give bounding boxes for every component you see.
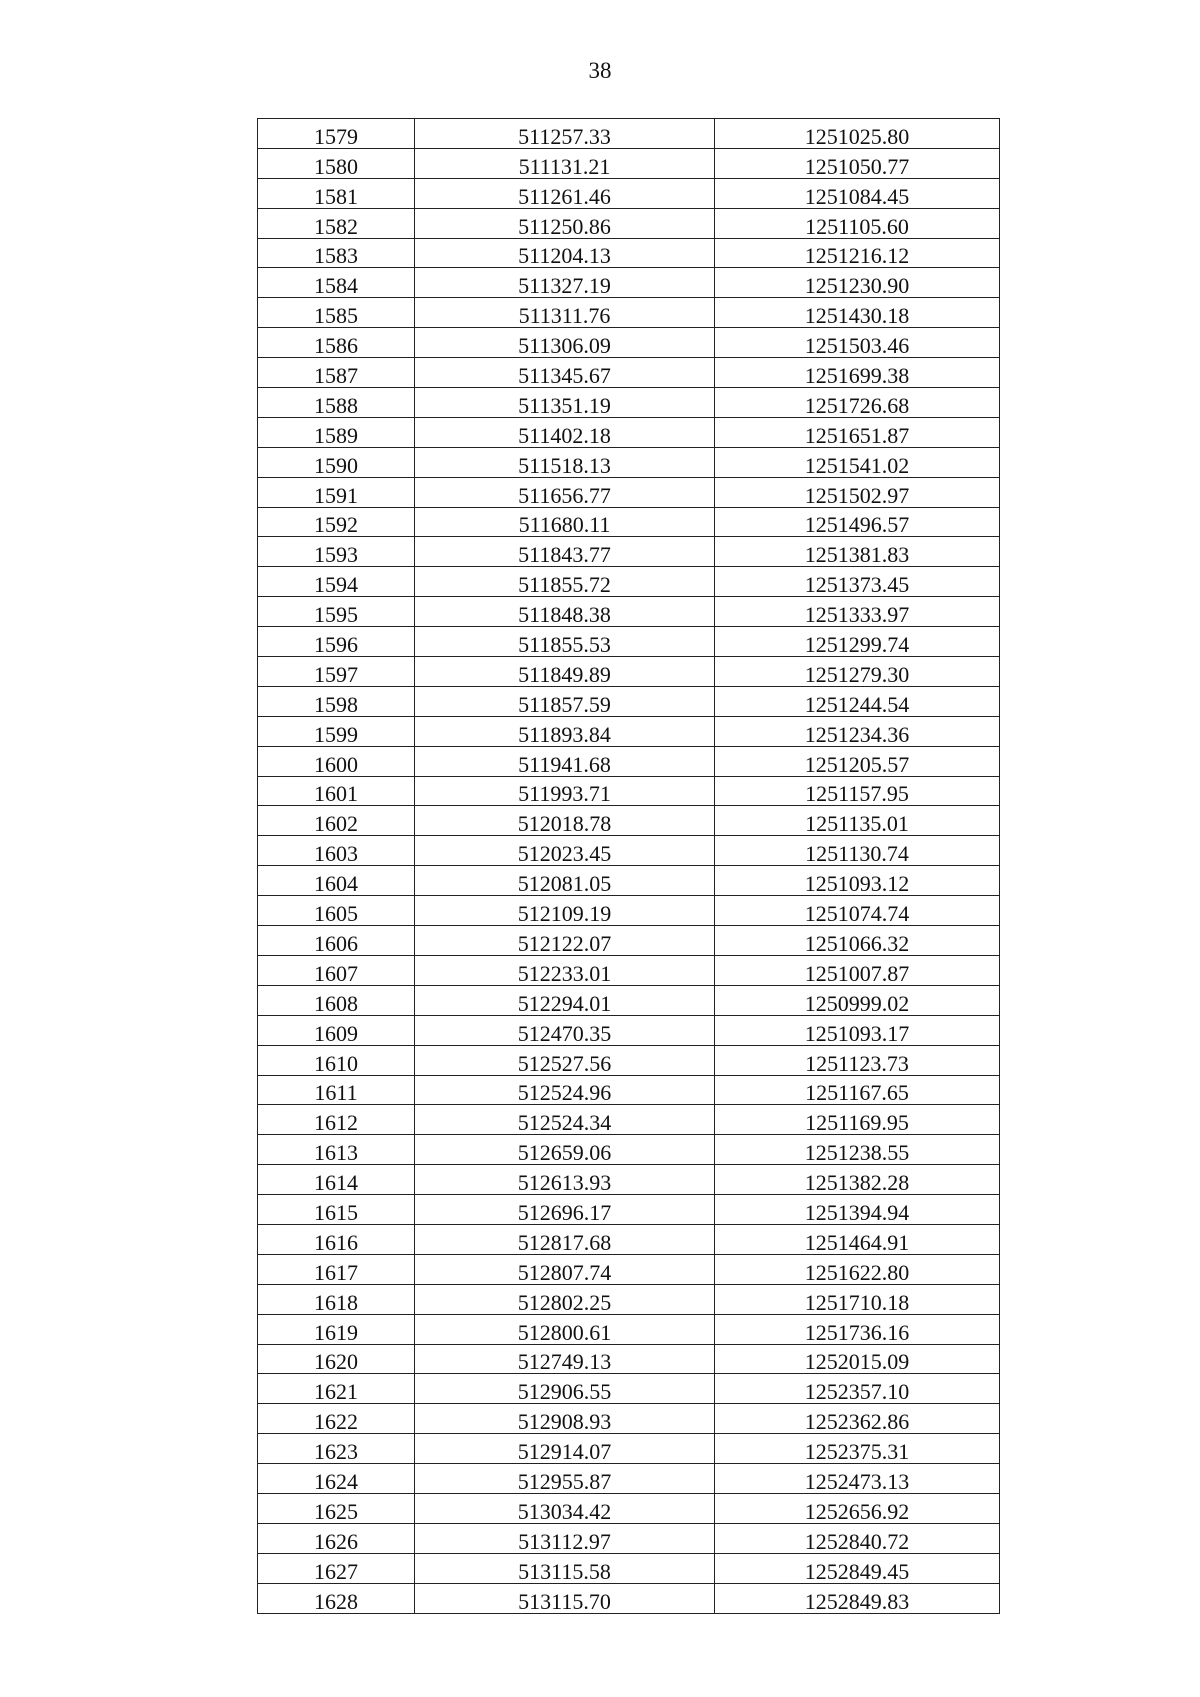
table-row	[258, 1195, 1000, 1225]
y-coordinate-cell: 1251541.02	[715, 447, 1000, 477]
point-number-cell: 1620	[258, 1344, 415, 1374]
y-coordinate-cell: 1251373.45	[715, 567, 1000, 597]
point-number-cell: 1606	[258, 926, 415, 956]
x-coordinate-cell: 513034.42	[415, 1493, 715, 1523]
y-coordinate-cell: 1251381.83	[715, 537, 1000, 567]
y-coordinate-cell: 1251050.77	[715, 148, 1000, 178]
x-coordinate-cell: 512914.07	[415, 1434, 715, 1464]
y-coordinate-cell: 1251234.36	[715, 716, 1000, 746]
point-number-cell: 1610	[258, 1045, 415, 1075]
y-coordinate-cell: 1251169.95	[715, 1105, 1000, 1135]
table-row	[258, 1165, 1000, 1195]
page-number: 38	[588, 58, 612, 83]
table-row	[258, 358, 1000, 388]
y-coordinate-cell: 1251333.97	[715, 597, 1000, 627]
table-row	[258, 896, 1000, 926]
x-coordinate-cell: 511855.72	[415, 567, 715, 597]
table-row	[258, 955, 1000, 985]
x-coordinate-cell: 511257.33	[415, 119, 715, 149]
x-coordinate-cell: 511306.09	[415, 328, 715, 358]
point-number-cell: 1599	[258, 716, 415, 746]
y-coordinate-cell: 1251130.74	[715, 836, 1000, 866]
x-coordinate-cell: 511855.53	[415, 627, 715, 657]
x-coordinate-cell: 512023.45	[415, 836, 715, 866]
point-number-cell: 1583	[258, 238, 415, 268]
point-number-cell: 1619	[258, 1314, 415, 1344]
table-row	[258, 1045, 1000, 1075]
table-row	[258, 328, 1000, 358]
table-row	[258, 716, 1000, 746]
x-coordinate-cell: 512817.68	[415, 1224, 715, 1254]
y-coordinate-cell: 1251157.95	[715, 776, 1000, 806]
x-coordinate-cell: 511857.59	[415, 686, 715, 716]
y-coordinate-cell: 1251167.65	[715, 1075, 1000, 1105]
point-number-cell: 1608	[258, 985, 415, 1015]
x-coordinate-cell: 511993.71	[415, 776, 715, 806]
y-coordinate-cell: 1251230.90	[715, 268, 1000, 298]
table-row	[258, 447, 1000, 477]
table-row	[258, 417, 1000, 447]
y-coordinate-cell: 1251464.91	[715, 1224, 1000, 1254]
x-coordinate-cell: 512696.17	[415, 1195, 715, 1225]
table-row	[258, 1075, 1000, 1105]
table-row	[258, 1015, 1000, 1045]
table-row	[258, 388, 1000, 418]
y-coordinate-cell: 1251503.46	[715, 328, 1000, 358]
x-coordinate-cell: 512122.07	[415, 926, 715, 956]
x-coordinate-cell: 511204.13	[415, 238, 715, 268]
y-coordinate-cell: 1251710.18	[715, 1284, 1000, 1314]
table-row	[258, 567, 1000, 597]
x-coordinate-cell: 511656.77	[415, 477, 715, 507]
point-number-cell: 1603	[258, 836, 415, 866]
x-coordinate-cell: 512802.25	[415, 1284, 715, 1314]
point-number-cell: 1611	[258, 1075, 415, 1105]
table-row	[258, 1224, 1000, 1254]
x-coordinate-cell: 511250.86	[415, 208, 715, 238]
y-coordinate-cell: 1251074.74	[715, 896, 1000, 926]
x-coordinate-cell: 512659.06	[415, 1135, 715, 1165]
y-coordinate-cell: 1251066.32	[715, 926, 1000, 956]
y-coordinate-cell: 1251502.97	[715, 477, 1000, 507]
x-coordinate-cell: 511680.11	[415, 507, 715, 537]
y-coordinate-cell: 1252849.45	[715, 1553, 1000, 1583]
point-number-cell: 1595	[258, 597, 415, 627]
point-number-cell: 1623	[258, 1434, 415, 1464]
table-row	[258, 119, 1000, 149]
y-coordinate-cell: 1250999.02	[715, 985, 1000, 1015]
table-row	[258, 1344, 1000, 1374]
point-number-cell: 1591	[258, 477, 415, 507]
x-coordinate-cell: 512524.96	[415, 1075, 715, 1105]
table-row	[258, 597, 1000, 627]
point-number-cell: 1624	[258, 1464, 415, 1494]
point-number-cell: 1596	[258, 627, 415, 657]
point-number-cell: 1598	[258, 686, 415, 716]
y-coordinate-cell: 1251205.57	[715, 746, 1000, 776]
y-coordinate-cell: 1251238.55	[715, 1135, 1000, 1165]
x-coordinate-cell: 511131.21	[415, 148, 715, 178]
y-coordinate-cell: 1251084.45	[715, 178, 1000, 208]
y-coordinate-cell: 1251093.17	[715, 1015, 1000, 1045]
table-row	[258, 178, 1000, 208]
x-coordinate-cell: 512470.35	[415, 1015, 715, 1045]
x-coordinate-cell: 512081.05	[415, 866, 715, 896]
x-coordinate-cell: 513115.58	[415, 1553, 715, 1583]
x-coordinate-cell: 512233.01	[415, 955, 715, 985]
table-row	[258, 1553, 1000, 1583]
table-row	[258, 1404, 1000, 1434]
y-coordinate-cell: 1251382.28	[715, 1165, 1000, 1195]
y-coordinate-cell: 1252015.09	[715, 1344, 1000, 1374]
y-coordinate-cell: 1251025.80	[715, 119, 1000, 149]
point-number-cell: 1579	[258, 119, 415, 149]
table-row	[258, 1464, 1000, 1494]
coordinates-table-body	[258, 119, 1000, 1614]
x-coordinate-cell: 512294.01	[415, 985, 715, 1015]
x-coordinate-cell: 511311.76	[415, 298, 715, 328]
point-number-cell: 1594	[258, 567, 415, 597]
x-coordinate-cell: 513112.97	[415, 1523, 715, 1553]
point-number-cell: 1621	[258, 1374, 415, 1404]
table-row	[258, 507, 1000, 537]
y-coordinate-cell: 1251007.87	[715, 955, 1000, 985]
table-row	[258, 238, 1000, 268]
y-coordinate-cell: 1252362.86	[715, 1404, 1000, 1434]
table-row	[258, 1374, 1000, 1404]
point-number-cell: 1589	[258, 417, 415, 447]
y-coordinate-cell: 1252473.13	[715, 1464, 1000, 1494]
x-coordinate-cell: 512018.78	[415, 806, 715, 836]
point-number-cell: 1584	[258, 268, 415, 298]
y-coordinate-cell: 1252840.72	[715, 1523, 1000, 1553]
table-row	[258, 1254, 1000, 1284]
x-coordinate-cell: 512527.56	[415, 1045, 715, 1075]
x-coordinate-cell: 511518.13	[415, 447, 715, 477]
y-coordinate-cell: 1251279.30	[715, 657, 1000, 687]
x-coordinate-cell: 512749.13	[415, 1344, 715, 1374]
table-row	[258, 1493, 1000, 1523]
y-coordinate-cell: 1251135.01	[715, 806, 1000, 836]
table-row	[258, 1135, 1000, 1165]
table-row	[258, 1434, 1000, 1464]
coordinates-table	[257, 118, 1000, 1614]
y-coordinate-cell: 1251430.18	[715, 298, 1000, 328]
y-coordinate-cell: 1251496.57	[715, 507, 1000, 537]
x-coordinate-cell: 511941.68	[415, 746, 715, 776]
x-coordinate-cell: 512908.93	[415, 1404, 715, 1434]
table-row	[258, 836, 1000, 866]
y-coordinate-cell: 1251216.12	[715, 238, 1000, 268]
point-number-cell: 1600	[258, 746, 415, 776]
point-number-cell: 1626	[258, 1523, 415, 1553]
point-number-cell: 1612	[258, 1105, 415, 1135]
point-number-cell: 1607	[258, 955, 415, 985]
table-row	[258, 208, 1000, 238]
point-number-cell: 1604	[258, 866, 415, 896]
x-coordinate-cell: 513115.70	[415, 1583, 715, 1613]
point-number-cell: 1587	[258, 358, 415, 388]
point-number-cell: 1590	[258, 447, 415, 477]
table-row	[258, 1314, 1000, 1344]
y-coordinate-cell: 1251123.73	[715, 1045, 1000, 1075]
x-coordinate-cell: 511893.84	[415, 716, 715, 746]
table-row	[258, 148, 1000, 178]
x-coordinate-cell: 511402.18	[415, 417, 715, 447]
y-coordinate-cell: 1252375.31	[715, 1434, 1000, 1464]
x-coordinate-cell: 511849.89	[415, 657, 715, 687]
x-coordinate-cell: 512955.87	[415, 1464, 715, 1494]
point-number-cell: 1617	[258, 1254, 415, 1284]
table-row	[258, 477, 1000, 507]
point-number-cell: 1602	[258, 806, 415, 836]
point-number-cell: 1597	[258, 657, 415, 687]
table-row	[258, 627, 1000, 657]
table-row	[258, 298, 1000, 328]
point-number-cell: 1580	[258, 148, 415, 178]
x-coordinate-cell: 511843.77	[415, 537, 715, 567]
y-coordinate-cell: 1251622.80	[715, 1254, 1000, 1284]
table-row	[258, 776, 1000, 806]
y-coordinate-cell: 1252357.10	[715, 1374, 1000, 1404]
table-row	[258, 806, 1000, 836]
x-coordinate-cell: 511261.46	[415, 178, 715, 208]
point-number-cell: 1582	[258, 208, 415, 238]
table-row	[258, 866, 1000, 896]
point-number-cell: 1628	[258, 1583, 415, 1613]
x-coordinate-cell: 511327.19	[415, 268, 715, 298]
y-coordinate-cell: 1251299.74	[715, 627, 1000, 657]
point-number-cell: 1586	[258, 328, 415, 358]
table-row	[258, 268, 1000, 298]
point-number-cell: 1618	[258, 1284, 415, 1314]
y-coordinate-cell: 1251726.68	[715, 388, 1000, 418]
y-coordinate-cell: 1251105.60	[715, 208, 1000, 238]
table-row	[258, 686, 1000, 716]
point-number-cell: 1605	[258, 896, 415, 926]
x-coordinate-cell: 512906.55	[415, 1374, 715, 1404]
x-coordinate-cell: 512109.19	[415, 896, 715, 926]
x-coordinate-cell: 512807.74	[415, 1254, 715, 1284]
point-number-cell: 1622	[258, 1404, 415, 1434]
y-coordinate-cell: 1252656.92	[715, 1493, 1000, 1523]
point-number-cell: 1585	[258, 298, 415, 328]
point-number-cell: 1609	[258, 1015, 415, 1045]
point-number-cell: 1592	[258, 507, 415, 537]
y-coordinate-cell: 1251736.16	[715, 1314, 1000, 1344]
table-row	[258, 1284, 1000, 1314]
x-coordinate-cell: 511351.19	[415, 388, 715, 418]
x-coordinate-cell: 512800.61	[415, 1314, 715, 1344]
point-number-cell: 1625	[258, 1493, 415, 1523]
y-coordinate-cell: 1251244.54	[715, 686, 1000, 716]
y-coordinate-cell: 1251093.12	[715, 866, 1000, 896]
point-number-cell: 1627	[258, 1553, 415, 1583]
y-coordinate-cell: 1252849.83	[715, 1583, 1000, 1613]
point-number-cell: 1588	[258, 388, 415, 418]
point-number-cell: 1615	[258, 1195, 415, 1225]
point-number-cell: 1593	[258, 537, 415, 567]
x-coordinate-cell: 512524.34	[415, 1105, 715, 1135]
table-row	[258, 1583, 1000, 1613]
table-row	[258, 657, 1000, 687]
table-row	[258, 926, 1000, 956]
point-number-cell: 1613	[258, 1135, 415, 1165]
point-number-cell: 1581	[258, 178, 415, 208]
x-coordinate-cell: 512613.93	[415, 1165, 715, 1195]
point-number-cell: 1616	[258, 1224, 415, 1254]
y-coordinate-cell: 1251699.38	[715, 358, 1000, 388]
table-row	[258, 1105, 1000, 1135]
x-coordinate-cell: 511345.67	[415, 358, 715, 388]
point-number-cell: 1614	[258, 1165, 415, 1195]
y-coordinate-cell: 1251651.87	[715, 417, 1000, 447]
table-row	[258, 746, 1000, 776]
table-row	[258, 537, 1000, 567]
x-coordinate-cell: 511848.38	[415, 597, 715, 627]
point-number-cell: 1601	[258, 776, 415, 806]
table-row	[258, 985, 1000, 1015]
table-row	[258, 1523, 1000, 1553]
y-coordinate-cell: 1251394.94	[715, 1195, 1000, 1225]
